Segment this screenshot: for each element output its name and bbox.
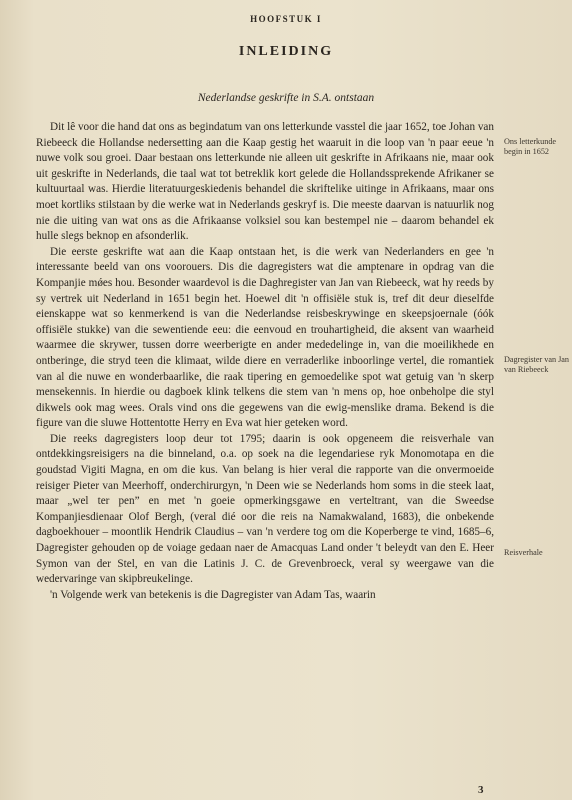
paragraph-2: Die eerste geskrifte wat aan die Kaap ontstaan het, is die werk van Nederlanders en gee 'n interessante beeld van ons voorouers. Dis die dagregisters wat die amptenare in opdrag van die Kompanjie mǿes hou. Besonder waardevol is die Daghregister van Jan van Riebeeck, wat hy reeds by sy vertrek uit Nederland in 1651 begin het. Hoewel dit 'n offisiële stuk is, tref dit deur dieselfde eienskappe wat so kenmerkend is van die Nederlandse reisbeskrywinge en skeepsjoernale (óók offisiële stukke) van die sewentiende eeu: die eenvoud en trouhartigheid, die aksent van waarheid waarmee die skrywer, tussen dorre weerberigte en ander mededelinge in, van die moeilikhede en ontberinge, die stryd teen die klimaat, wilde diere en verraderlike inboorlinge vertel, die romantiek van al die nuwe en wonderbaarlike, die raak tipering en gemoedelike spot wat getuig van 'n skerp mensekennis. In hierdie ou dagboek klink telkens die stem van 'n mens op, hoe onbeholpe die styl dikwels ook mag wees. Orals vind ons die gegewens van die ewig-menslike drama. Bekend is die figure van die sluwe Hottentotte Herry en Eva wat hier geteken word. — [36, 245, 494, 430]
section-heading: Nederlandse geskrifte in S.A. ontstaan — [197, 92, 375, 104]
chapter-label: HOOFSTUK I — [250, 14, 322, 24]
side-note-dagregister: Dagregister van Jan van Riebeeck — [504, 355, 570, 374]
paragraph-4: 'n Volgende werk van betekenis is die Dagregister van Adam Tas, waarin — [50, 588, 376, 601]
side-note-letterkunde: Ons letterkunde begin in 1652 — [504, 137, 557, 156]
chapter-title: INLEIDING — [238, 44, 334, 59]
paragraph-1: Dit lê voor die hand dat ons as begindatum van ons letterkunde vasstel die jaar 1652, toe Johan van Riebeeck die Hollandse nedersetting aan die Kaap gestig het waaruit in die loop van 'n paar eeue 'n nuwe volk sou groei. Daar bestaan ons letterkunde nie alleen uit geskrifte in Afrikaans nie, maar ook uit geskrifte in Nederlands, die taal wat tot betreklik kort gelede die Hollandssprekende Afrikaner se kultuurtaal was. Hierdie literatuurgeskiedenis behandel die skriftelike uitinge in Afrikaans, maar ons moet kortliks stilstaan by die werke wat in Nederlands geskryf is. Die meeste daarvan is natuurlik nog nie die uiting van wat ons as die Afrikaanse volksiel sou kan bestempel nie – daarom behandel ek hulle slegs beknop en afsonderlik. — [36, 121, 494, 243]
paragraph-3: Die reeks dagregisters loop deur tot 1795; daarin is ook opgeneem die reisverhale van ontdekkingsreisigers na die binneland, o.a. op soek na die legendariese ryk Monomotapa en die goudstad Vigiti Magna, en om die kus. Van belang is hier veral die rapporte van die onvermoeide reisiger Pieter van Meerhoff, onderchirurgyn, 'n Deen wie se Nederlands hom soms in die steek laat, maar „wel ter pen” en met 'n goeie opmerkingsgawe en verteltrant, van die Sweedse Kompanjiesdienaar Olof Bergh, (veral dié oor die reis na Namakwaland, 1683), die onbekende dagboekhouer – moontlik Hendrik Claudius – van 'n verdere tog om die Koperberge te vind, 1685–6, Dagregister gehouden op de voiage gedaan naer de Amacquas Land onder 't beleydt van den E. Heer Symon van der Stel, en van die Latinis J. C. de Grevenbroeck, veral sy weergawe van die wedervaringe van skipbreukelinge. — [36, 432, 494, 586]
page-number: 3 — [478, 784, 484, 796]
side-note-reisverhale: Reisverhale — [504, 548, 543, 557]
body-text — [36, 120, 494, 603]
